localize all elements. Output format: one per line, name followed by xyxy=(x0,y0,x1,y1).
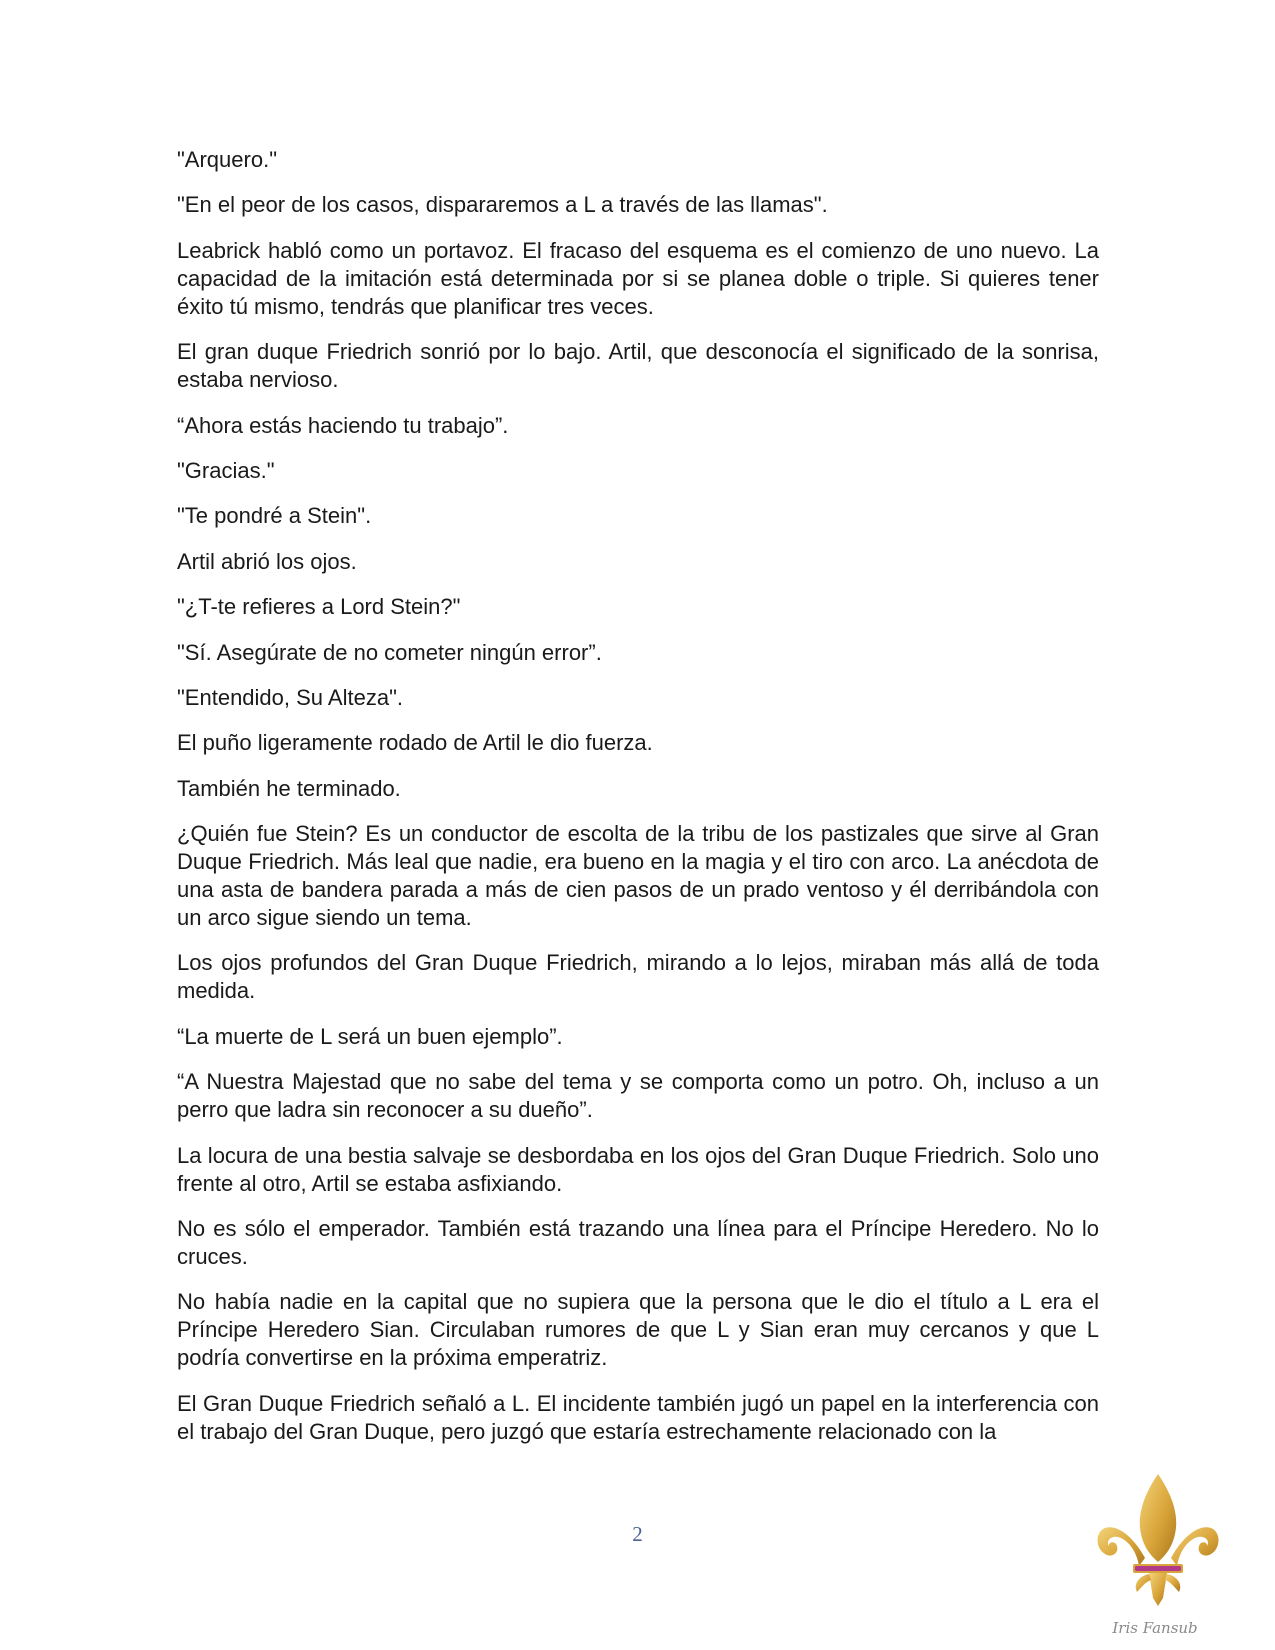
paragraph: "Te pondré a Stein". xyxy=(177,503,372,529)
paragraph: No había nadie en la capital que no supiera que la persona que le dio el título a L era el Príncipe Heredero Sian. Circulaban rumores de que L y Sian eran muy cercanos y que L podría convertirse en la próxima emperatriz. xyxy=(177,1289,1099,1371)
paragraph: El puño ligeramente rodado de Artil le dio fuerza. xyxy=(177,730,653,756)
fansub-logo xyxy=(1093,1470,1223,1645)
paragraph: No es sólo el emperador. También está trazando una línea para el Príncipe Heredero. No lo cruces. xyxy=(177,1216,1099,1270)
paragraph: "¿T-te refieres a Lord Stein?" xyxy=(177,594,461,620)
paragraph: “Ahora estás haciendo tu trabajo”. xyxy=(177,412,509,438)
paragraph: La locura de una bestia salvaje se desbordaba en los ojos del Gran Duque Friedrich. Solo uno frente al otro, Artil se estaba asfixiando. xyxy=(177,1142,1099,1196)
paragraph: Artil abrió los ojos. xyxy=(177,548,357,574)
paragraph: "Entendido, Su Alteza". xyxy=(177,684,403,710)
paragraph: “La muerte de L será un buen ejemplo”. xyxy=(177,1023,563,1049)
paragraph: "Sí. Asegúrate de no cometer ningún error”. xyxy=(177,639,602,665)
paragraph: “A Nuestra Majestad que no sabe del tema y se comporta como un potro. Oh, incluso a un perro que ladra sin reconocer a su dueño”. xyxy=(177,1069,1099,1123)
paragraph: ¿Quién fue Stein? Es un conductor de escolta de la tribu de los pastizales que sirve al Gran Duque Friedrich. Más leal que nadie, era bueno en la magia y el tiro con arco. La anécdota de una asta de bandera parada a más de cien pasos de un prado ventoso y él derribándola con un arco sigue siendo un tema. xyxy=(177,821,1099,931)
paragraph: "Gracias." xyxy=(177,457,275,483)
paragraph: Los ojos profundos del Gran Duque Friedrich, mirando a lo lejos, miraban más allá de toda medida. xyxy=(177,950,1099,1004)
paragraph: El gran duque Friedrich sonrió por lo bajo. Artil, que desconocía el significado de la sonrisa, estaba nervioso. xyxy=(177,339,1099,393)
page-number: 2 xyxy=(632,1522,643,1546)
paragraph: Leabrick habló como un portavoz. El fracaso del esquema es el comienzo de uno nuevo. La capacidad de la imitación está determinada por si se planea doble o triple. Si quieres tener éxito tú mismo, tendrás que planificar tres veces. xyxy=(177,237,1099,319)
fleur-de-lis-icon xyxy=(1093,1470,1223,1645)
paragraph: "Arquero." xyxy=(177,147,277,172)
paragraph: "En el peor de los casos, dispararemos a L a través de las llamas". xyxy=(177,192,828,218)
document-body xyxy=(177,146,1099,1463)
logo-signature: Iris Fansub xyxy=(1112,1619,1198,1637)
paragraph: El Gran Duque Friedrich señaló a L. El incidente también jugó un papel en la interferencia con el trabajo del Gran Duque, pero juzgó que estaría estrechamente relacionado con la xyxy=(177,1390,1099,1444)
paragraph: También he terminado. xyxy=(177,775,401,801)
